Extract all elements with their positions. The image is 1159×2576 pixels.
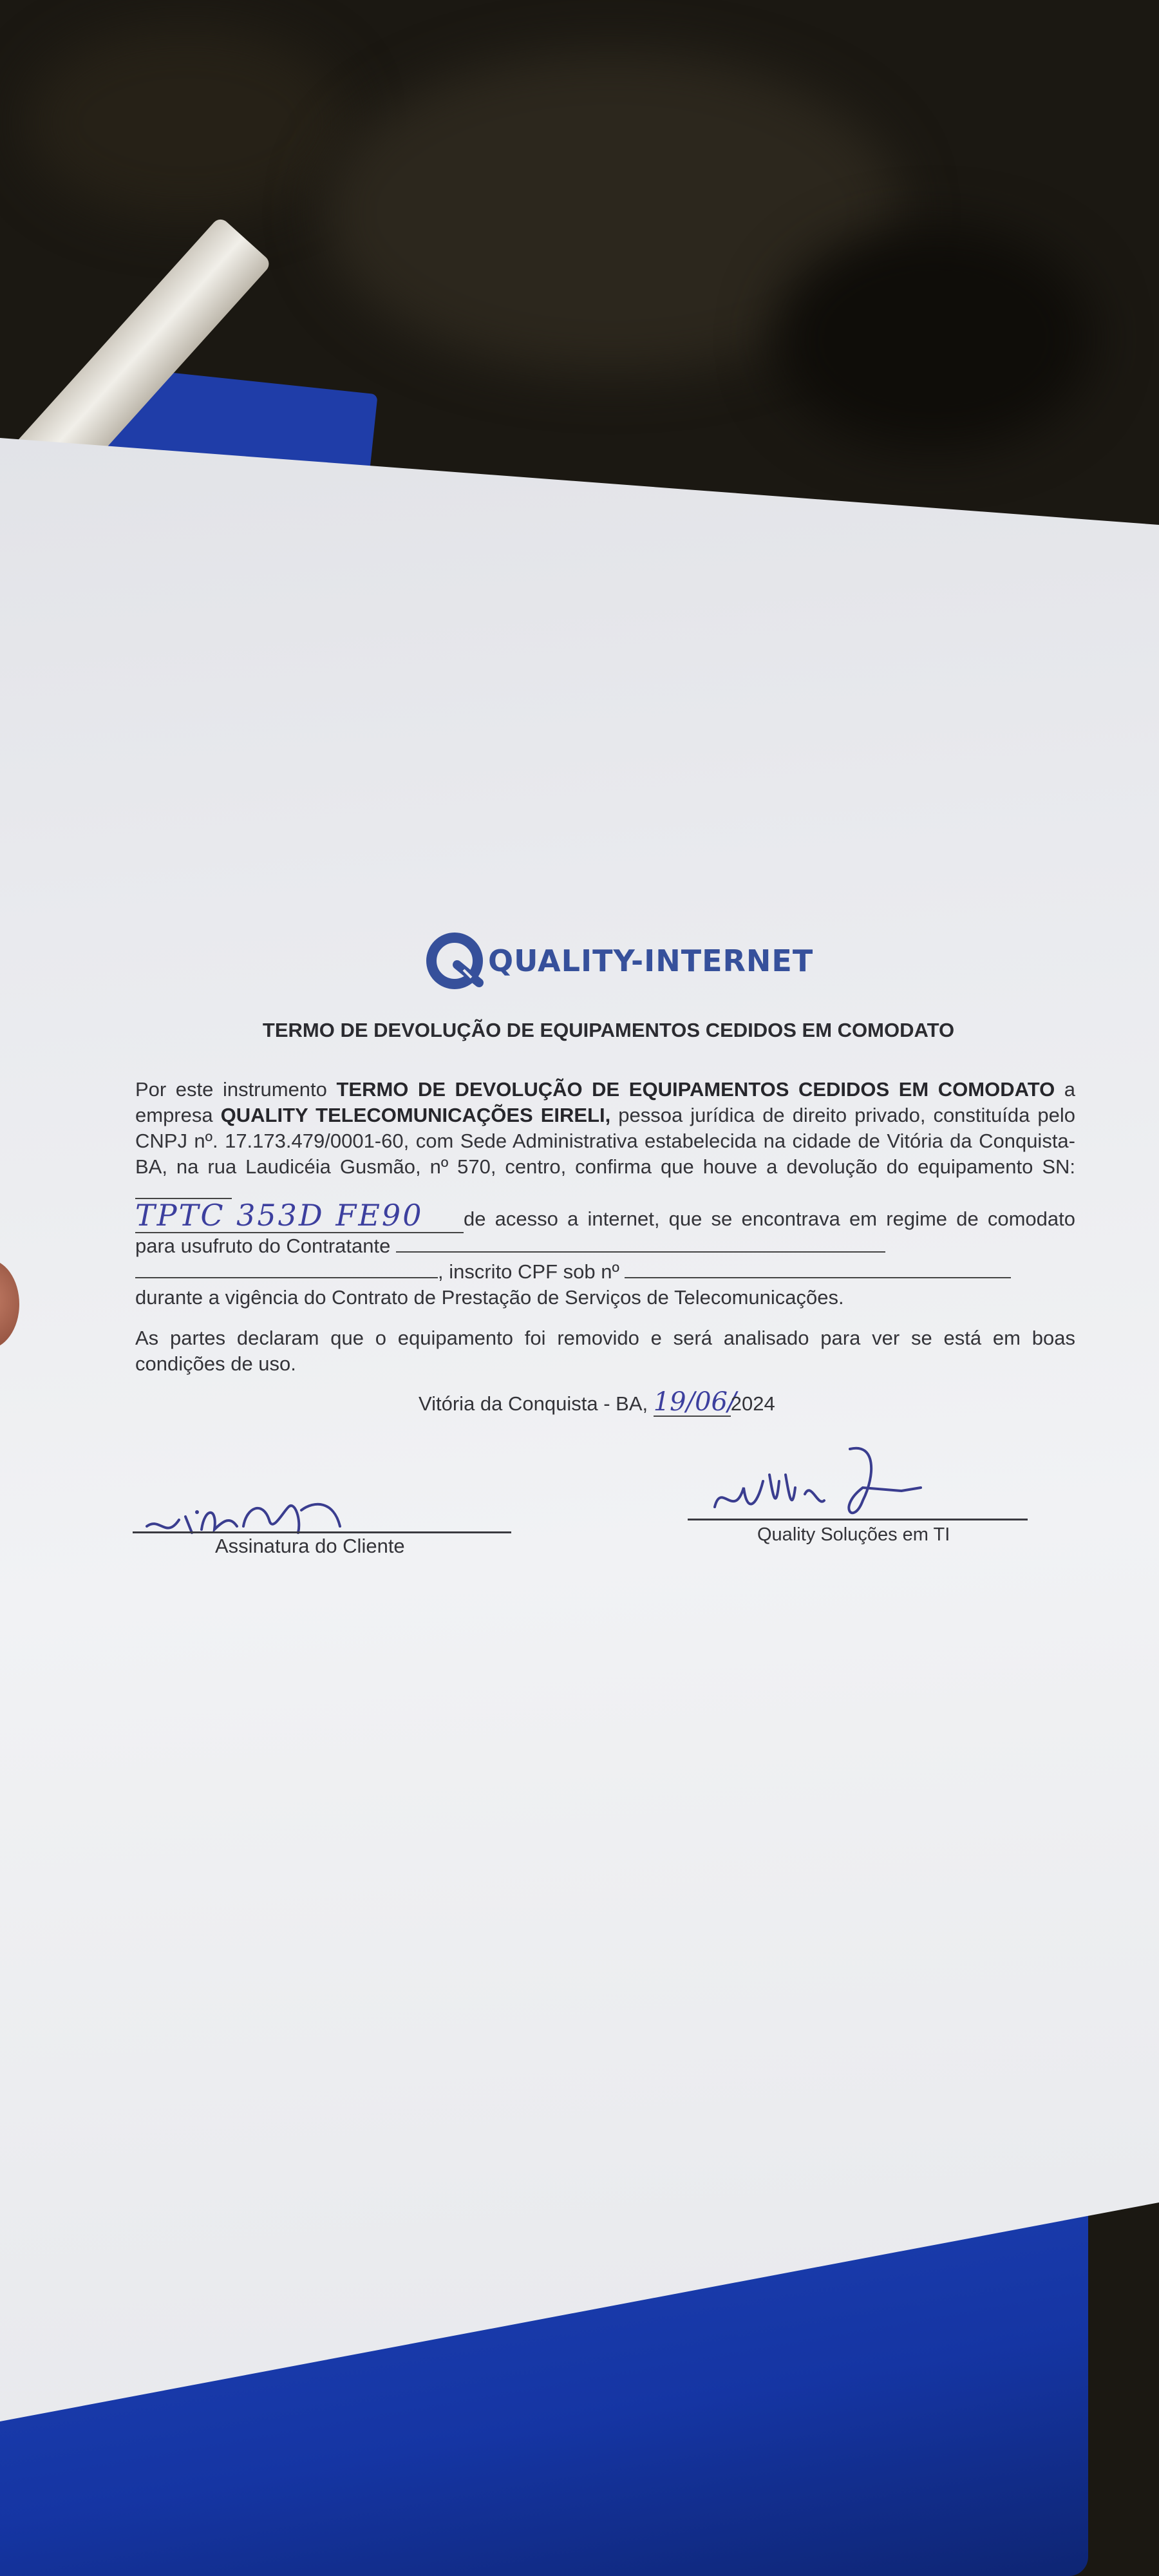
paragraph-declaration: As partes declaram que o equipamento foi removido e será analisado para ver se está em boas condições de uso. <box>135 1327 1075 1375</box>
closing-text: durante a vigência do Contrato de Prestação de Serviços de Telecomunicações. <box>135 1286 844 1309</box>
term-name: TERMO DE DEVOLUÇÃO DE EQUIPAMENTOS CEDIDOS EM COMODATO <box>336 1078 1055 1101</box>
serial-field <box>135 1198 464 1233</box>
date-field <box>653 1387 737 1417</box>
logo-q-icon <box>425 931 484 990</box>
serial-number: TPTC 353D FE90 <box>135 1198 424 1233</box>
cpf-text: , inscrito CPF sob nº <box>438 1260 619 1283</box>
company-signature-line <box>688 1519 1028 1520</box>
company-name: QUALITY TELECOMUNICAÇÕES EIRELI, <box>220 1104 611 1126</box>
handwritten-date: 19/06/ <box>653 1387 737 1417</box>
company-details: pessoa jurídica de direito privado, constituída pelo CNPJ nº. 17.173.479/0001-60, com Sede Administrativa estabelecida na cidade de Vitória da Conquista-BA, na rua Laudicéia Gusmão, nº 570, centro, confirma que houve a devolução do equipamento SN: <box>135 1104 1075 1178</box>
place-text: Vitória da Conquista - BA, <box>419 1392 654 1415</box>
client-signature-line <box>133 1531 511 1533</box>
paragraph-terms <box>135 1077 1075 1311</box>
place-date <box>419 1387 775 1417</box>
year-text: 2024 <box>730 1392 775 1415</box>
intro-text: Por este instrumento <box>135 1078 337 1101</box>
serial-line <box>135 1198 1075 1259</box>
logo-text: QUALITY-INTERNET <box>488 943 814 978</box>
client-signature-label: Assinatura do Cliente <box>215 1535 405 1557</box>
company-signature-label: Quality Soluções em TI <box>757 1524 950 1545</box>
company-prefix: a empresa <box>135 1078 1075 1126</box>
contractor-name-field-2 <box>135 1277 438 1278</box>
company-logo <box>425 929 813 993</box>
document-title: TERMO DE DEVOLUÇÃO DE EQUIPAMENTOS CEDIDOS EM COMODATO <box>262 1019 955 1041</box>
access-text: de acesso a internet, que se encontrava em regime de comodato para usufruto do Contratante <box>135 1208 1075 1257</box>
contractor-name-field <box>396 1251 885 1253</box>
cpf-field <box>625 1277 1011 1278</box>
